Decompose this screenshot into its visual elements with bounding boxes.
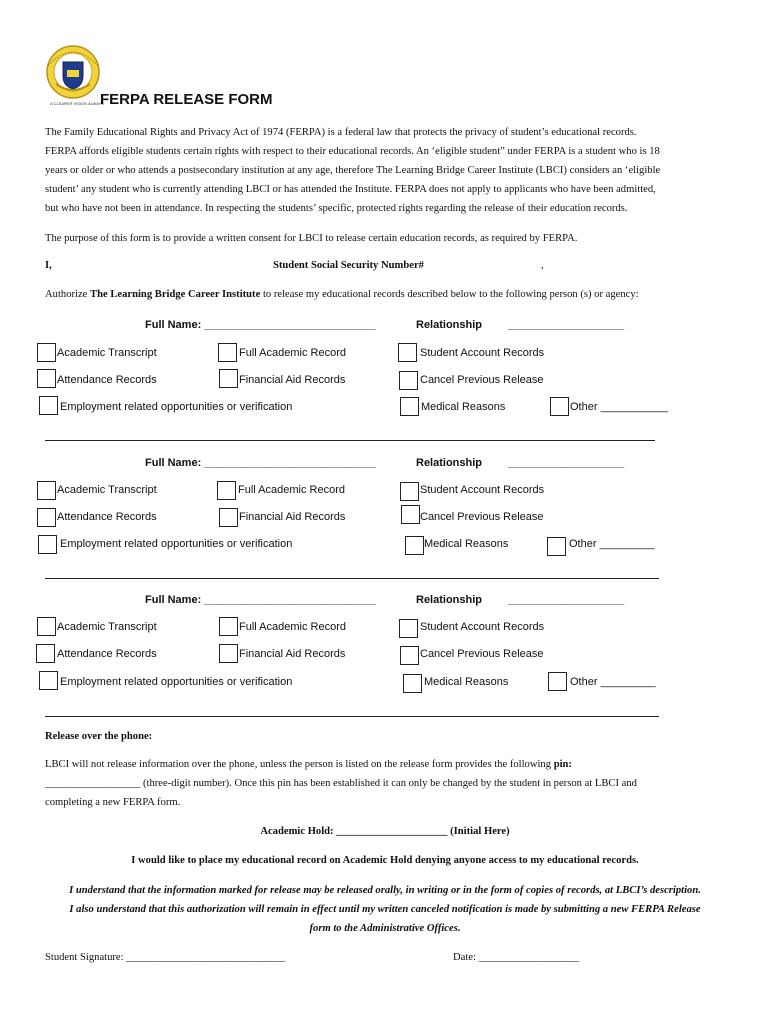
cancel-previous-release-checkbox[interactable] [399, 371, 418, 390]
date-field[interactable]: Date: ___________________ [453, 952, 580, 963]
medical-reasons-label: Medical Reasons [424, 538, 509, 550]
employment-verification-label: Employment related opportunities or verification [60, 538, 293, 550]
phone-line-2: __________________ (three-digit number). Once this pin has been established it can only be changed by the student in person at LBCI and [45, 778, 637, 789]
authorize-text [45, 289, 639, 300]
full-academic-record-label: Full Academic Record [239, 347, 346, 359]
medical-reasons-label: Medical Reasons [421, 401, 506, 413]
student-signature-field[interactable]: Student Signature: ______________________________ [45, 952, 286, 963]
section-divider [45, 716, 659, 717]
attendance-records-label: Attendance Records [57, 374, 157, 386]
employment-verification-checkbox[interactable] [39, 671, 58, 690]
intro-line-1: The Family Educational Rights and Privacy Act of 1974 (FERPA) is a federal law that protects the privacy of student’s educational records. [45, 127, 637, 138]
academic-transcript-checkbox[interactable] [37, 481, 56, 500]
phone-heading: Release over the phone: [45, 731, 153, 742]
other-label: Other _________ [570, 676, 656, 688]
attendance-records-checkbox[interactable] [36, 644, 55, 663]
academic-transcript-label: Academic Transcript [57, 484, 157, 496]
relationship-field[interactable]: ___________________ [508, 457, 625, 469]
understand-line-2: I also understand that this authorization will remain in effect until my written canceled notification is made by submitting a new FERPA Release [69, 904, 701, 915]
other-checkbox[interactable] [550, 397, 569, 416]
student-account-records-label: Student Account Records [420, 484, 545, 496]
academic-transcript-checkbox[interactable] [37, 343, 56, 362]
employment-verification-checkbox[interactable] [39, 396, 58, 415]
attendance-records-label: Attendance Records [57, 511, 157, 523]
attendance-records-checkbox[interactable] [37, 369, 56, 388]
authorize-post: to release my educational records described below to the following person (s) or agency: [260, 289, 639, 300]
relationship-label: Relationship [416, 457, 483, 469]
understand-line-1: I understand that the information marked for release may be released orally, in writing or in the form of copies of records, at LBCI’s description. [69, 885, 701, 896]
other-label: Other _________ [569, 538, 655, 550]
full-name-field[interactable]: Full Name: ____________________________ [145, 594, 376, 606]
student-account-records-checkbox[interactable] [399, 619, 418, 638]
financial-aid-records-label: Financial Aid Records [239, 648, 346, 660]
relationship-label: Relationship [416, 594, 483, 606]
phone-line-1-text: LBCI will not release information over the phone, unless the person is listed on the release form provides the following [45, 759, 554, 770]
phone-line-1 [45, 759, 572, 770]
full-name-field[interactable]: Full Name: ____________________________ [145, 457, 376, 469]
authorize-pre: Authorize [45, 289, 91, 300]
academic-hold-initial-field[interactable]: Academic Hold: _____________________ (Initial Here) [260, 826, 510, 837]
attendance-records-label: Attendance Records [57, 648, 157, 660]
authorize-institute: The Learning Bridge Career Institute [90, 289, 261, 300]
financial-aid-records-checkbox[interactable] [219, 644, 238, 663]
i-label: I, [45, 260, 52, 271]
other-label: Other ___________ [570, 401, 668, 413]
understand-line-3: form to the Administrative Offices. [309, 923, 461, 934]
academic-transcript-label: Academic Transcript [57, 347, 157, 359]
academic-transcript-label: Academic Transcript [57, 621, 157, 633]
medical-reasons-checkbox[interactable] [405, 536, 424, 555]
ssn-comma: , [541, 260, 544, 271]
financial-aid-records-label: Financial Aid Records [239, 374, 346, 386]
pin-label: pin: [553, 759, 572, 770]
page-title: FERPA RELEASE FORM [100, 91, 273, 108]
financial-aid-records-label: Financial Aid Records [239, 511, 346, 523]
intro-line-3: years or older or who attends a postsecondary institution at any age, therefore The Learning Bridge Career Institute (LBCI) considers an ‘eligible [45, 165, 661, 176]
medical-reasons-label: Medical Reasons [424, 676, 509, 688]
full-name-field[interactable]: Full Name: ____________________________ [145, 319, 376, 331]
attendance-records-checkbox[interactable] [37, 508, 56, 527]
relationship-field[interactable]: ___________________ [508, 594, 625, 606]
purpose-text: The purpose of this form is to provide a written consent for LBCI to release certain education records, as required by FERPA. [45, 233, 578, 244]
employment-verification-checkbox[interactable] [38, 535, 57, 554]
intro-line-5: but who have not been in attendance. In respecting the students’ specific, protected rights regarding the release of their education records. [45, 203, 628, 214]
phone-line-3: completing a new FERPA form. [45, 797, 181, 808]
ssn-label: Student Social Security Number# [273, 260, 424, 271]
other-checkbox[interactable] [548, 672, 567, 691]
student-account-records-checkbox[interactable] [400, 482, 419, 501]
employment-verification-label: Employment related opportunities or verification [60, 676, 293, 688]
cancel-previous-release-checkbox[interactable] [401, 505, 420, 524]
full-academic-record-label: Full Academic Record [239, 621, 346, 633]
cancel-previous-release-label: Cancel Previous Release [420, 648, 544, 660]
medical-reasons-checkbox[interactable] [400, 397, 419, 416]
relationship-label: Relationship [416, 319, 483, 331]
intro-line-4: student’ any student who is currently attending LBCI or has attended the Institute. FERPA does not apply to applicants who have been admitted, [45, 184, 656, 195]
student-account-records-label: Student Account Records [420, 347, 545, 359]
cancel-previous-release-label: Cancel Previous Release [420, 374, 544, 386]
financial-aid-records-checkbox[interactable] [219, 369, 238, 388]
relationship-field[interactable]: ___________________ [508, 319, 625, 331]
medical-reasons-checkbox[interactable] [403, 674, 422, 693]
academic-transcript-checkbox[interactable] [37, 617, 56, 636]
full-academic-record-checkbox[interactable] [219, 617, 238, 636]
other-checkbox[interactable] [547, 537, 566, 556]
full-academic-record-checkbox[interactable] [217, 481, 236, 500]
cancel-previous-release-checkbox[interactable] [400, 646, 419, 665]
academic-hold-statement: I would like to place my educational record on Academic Hold denying anyone access to my educational records. [131, 855, 639, 866]
student-account-records-label: Student Account Records [420, 621, 545, 633]
financial-aid-records-checkbox[interactable] [219, 508, 238, 527]
full-academic-record-checkbox[interactable] [218, 343, 237, 362]
cancel-previous-release-label: Cancel Previous Release [420, 511, 544, 523]
logo-caption: A CLEARER VISION ALWAYS [50, 101, 104, 106]
full-academic-record-label: Full Academic Record [238, 484, 345, 496]
section-divider [45, 578, 659, 579]
employment-verification-label: Employment related opportunities or verification [60, 401, 293, 413]
section-divider [45, 440, 655, 441]
intro-line-2: FERPA affords eligible students certain rights with respect to their educational records. An ‘eligible student” under FERPA is a student who is 18 [45, 146, 660, 157]
student-account-records-checkbox[interactable] [398, 343, 417, 362]
